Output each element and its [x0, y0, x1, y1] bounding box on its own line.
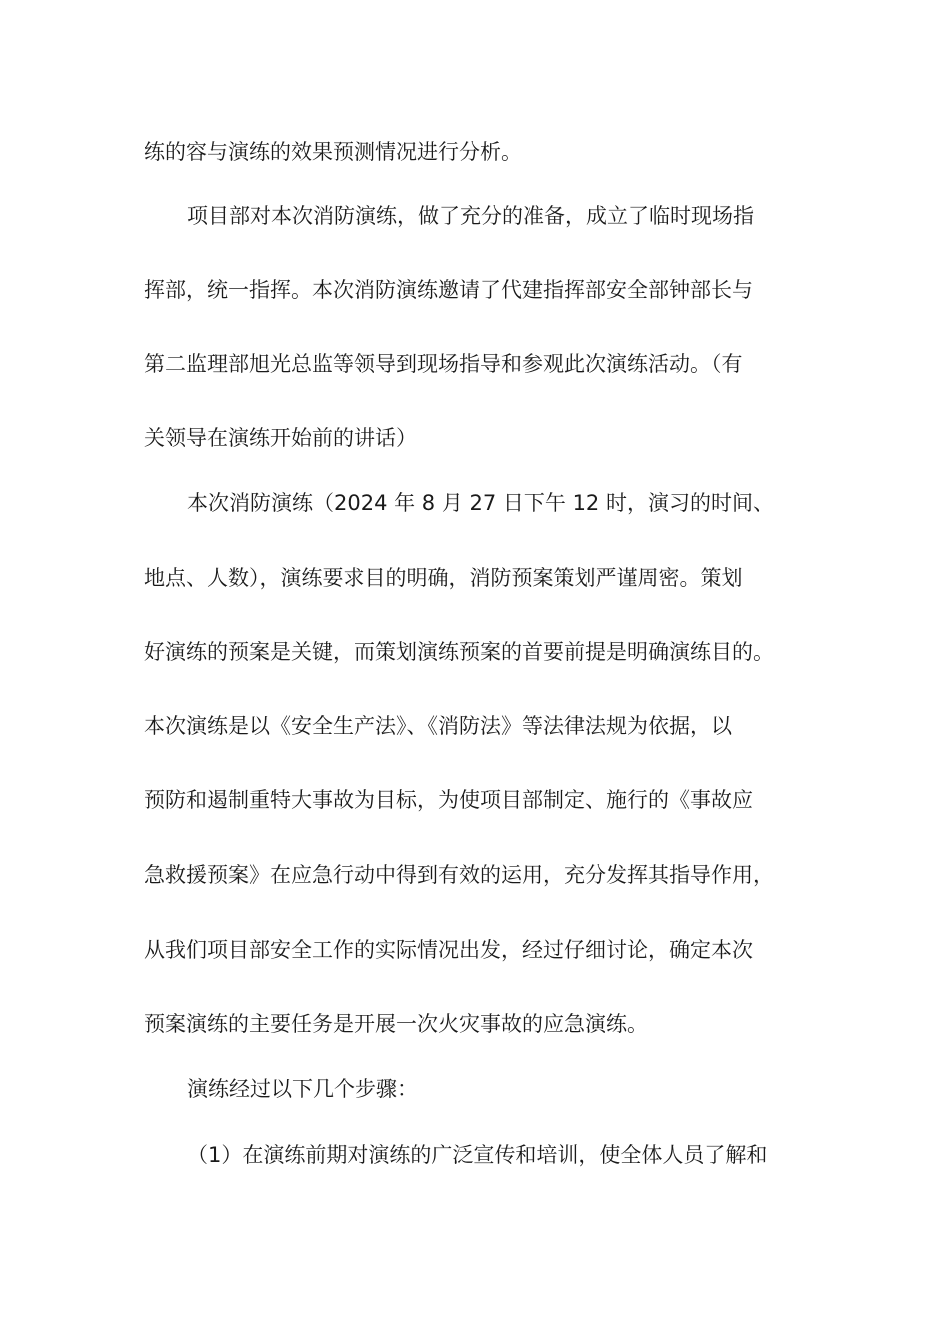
text-line-6: 本次消防演练（2024 年 8 月 27 日下午 12 时，演习的时间、: [187, 491, 774, 515]
text-line-15: （1）在演练前期对演练的广泛宣传和培训，使全体人员了解和: [187, 1143, 768, 1167]
text-line-2: 项目部对本次消防演练，做了充分的准备，成立了临时现场指: [187, 204, 754, 228]
text-line-7: 地点、人数），演练要求目的明确，消防预案策划严谨周密。策划: [144, 566, 743, 590]
text-line-9: 本次演练是以《安全生产法》、《消防法》等法律法规为依据，以: [144, 714, 732, 738]
text-line-11: 急救援预案》在应急行动中得到有效的运用，充分发挥其指导作用，: [144, 863, 774, 887]
text-line-5: 关领导在演练开始前的讲话）: [144, 426, 417, 450]
text-line-3: 挥部，统一指挥。本次消防演练邀请了代建指挥部安全部钟部长与: [144, 278, 753, 302]
text-line-14: 演练经过以下几个步骤：: [187, 1077, 418, 1101]
text-line-10: 预防和遏制重特大事故为目标，为使项目部制定、施行的《事故应: [144, 788, 753, 812]
text-line-4: 第二监理部旭光总监等领导到现场指导和参观此次演练活动。（有: [144, 352, 743, 376]
text-line-1: 练的容与演练的效果预测情况进行分析。: [144, 140, 522, 164]
text-line-12: 从我们项目部安全工作的实际情况出发，经过仔细讨论，确定本次: [144, 938, 753, 962]
text-line-8: 好演练的预案是关键，而策划演练预案的首要前提是明确演练目的。: [144, 640, 774, 664]
text-line-13: 预案演练的主要任务是开展一次火灾事故的应急演练。: [144, 1012, 648, 1036]
